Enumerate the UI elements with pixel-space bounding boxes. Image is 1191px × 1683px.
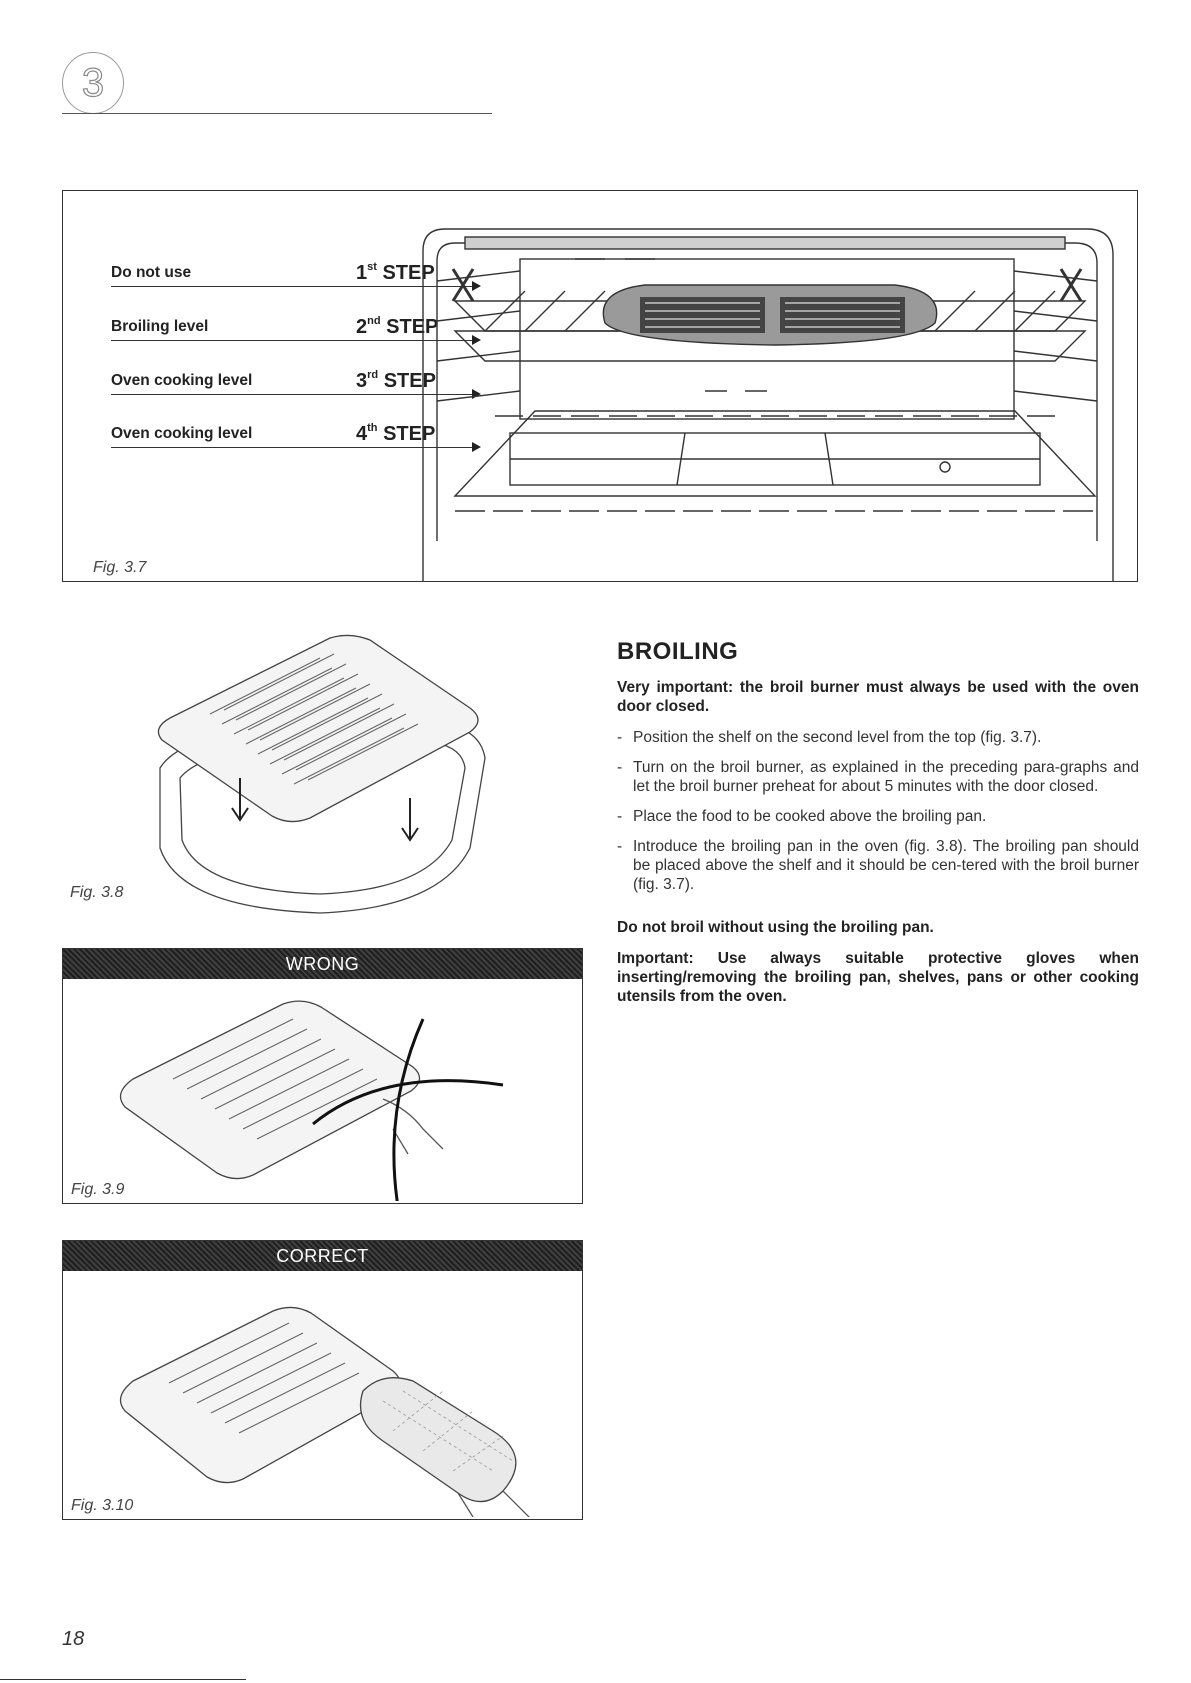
section-title: BROILING: [617, 638, 739, 665]
level-name: Oven cooking level: [111, 372, 253, 389]
instruction-step-3: - Place the food to be cooked above the broiling pan.: [617, 808, 987, 825]
level-step: 4th STEP: [356, 422, 436, 445]
instruction-step-2: - Turn on the broil burner, as explained in the preceding para-graphs and let the broil burner preheat for about 5 minutes with the door closed.: [617, 759, 1139, 795]
oven-interior-illustration: [415, 211, 1131, 581]
broiling-pan-without-glove-illustration: [63, 979, 581, 1201]
level-step: 3rd STEP: [356, 369, 436, 392]
level-name: Do not use: [111, 264, 192, 281]
instruction-step-1: - Position the shelf on the second level from the top (fig. 3.7).: [617, 729, 1042, 746]
page-number: 18: [62, 1628, 85, 1650]
figure-caption: Fig. 3.9: [71, 1181, 125, 1198]
chapter-header-rule: [62, 113, 492, 114]
panel-header-wrong: WRONG: [63, 949, 582, 979]
figure-3-9-wrong-panel: [62, 948, 583, 1204]
level-name: Broiling level: [111, 318, 209, 335]
gloves-warning: Important: Use always suitable protective gloves when inserting/removing the broiling pan, shelves, pans or other cooking utensils from the oven.: [617, 950, 1139, 1005]
level-name: Oven cooking level: [111, 425, 253, 442]
level-step: 1st STEP: [356, 261, 435, 284]
figure-caption: Fig. 3.7: [93, 559, 147, 576]
chapter-number-badge: 3: [62, 52, 124, 114]
level-step: 2nd STEP: [356, 315, 439, 338]
broiling-pan-with-glove-illustration: [63, 1271, 581, 1517]
broiling-instructions: [617, 638, 1139, 1018]
broiling-pan-exploded-illustration: [140, 628, 500, 916]
figure-caption: Fig. 3.10: [71, 1497, 134, 1514]
panel-header-correct: CORRECT: [63, 1241, 582, 1271]
footer-rule: [0, 1679, 246, 1680]
figure-3-10-correct-panel: [62, 1240, 583, 1520]
intro-warning: Very important: the broil burner must always be used with the oven door closed.: [617, 679, 1139, 715]
instruction-step-4: - Introduce the broiling pan in the oven (fig. 3.8). The broiling pan should be placed above the shelf and it should be cen-tered with the broil burner (fig. 3.7).: [617, 838, 1139, 893]
figure-3-7-oven-levels: [62, 190, 1138, 582]
pan-warning: Do not broil without using the broiling pan.: [617, 919, 934, 936]
figure-caption: Fig. 3.8: [70, 884, 124, 901]
